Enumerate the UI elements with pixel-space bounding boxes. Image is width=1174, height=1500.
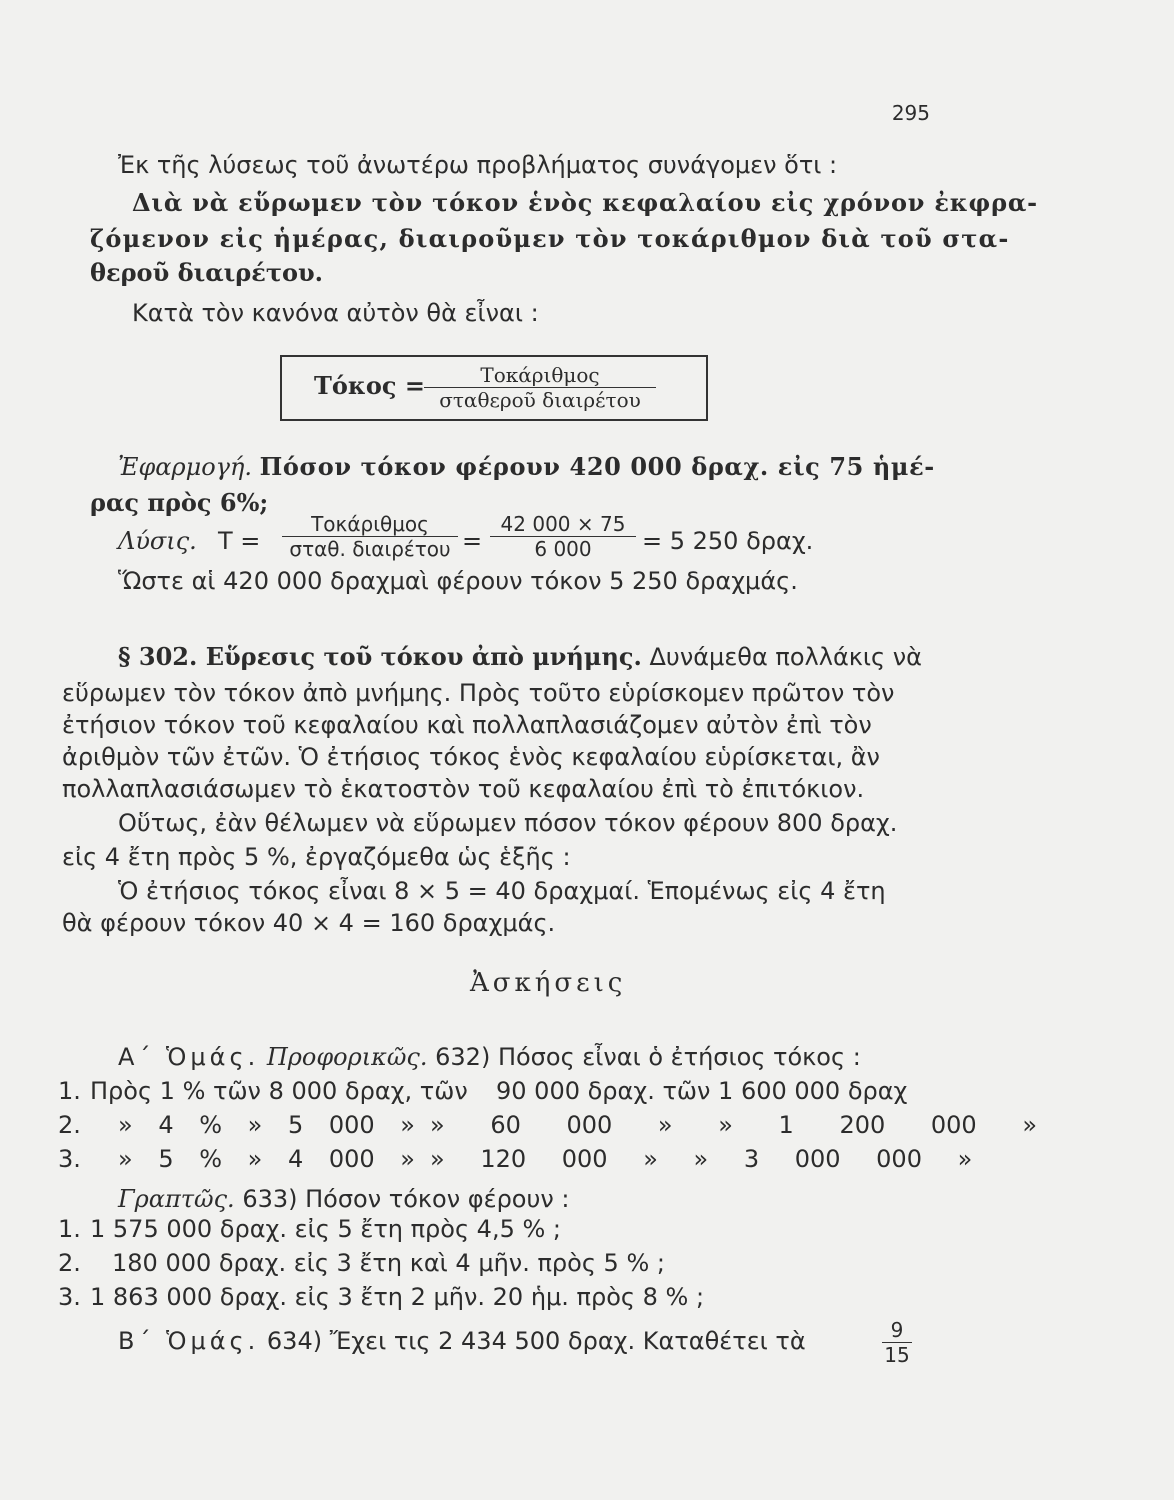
written-row-2-text: 180 000 δραχ. εἰς 3 ἔτη καὶ 4 μῆν. πρὸς 5 % ; (112, 1249, 665, 1277)
written-row-1-number: 1. (58, 1215, 81, 1243)
section-heading: § 302. Εὕρεσις τοῦ τόκου ἀπὸ μνήμης. (118, 642, 642, 671)
solution-result: = 5 250 δραχ. (642, 527, 814, 555)
group-b-label: Β΄ Ὁμάς. (118, 1327, 260, 1355)
group-a-problem: 632) Πόσος εἶναι ὁ ἐτήσιος τόκος : (435, 1043, 861, 1071)
group-b-frac-num: 9 (890, 1318, 904, 1342)
rule-line-3: θεροῦ διαιρέτου. (90, 258, 323, 287)
section-text-8: Ὁ ἐτήσιος τόκος εἶναι 8 × 5 = 40 δραχμαί. Ἑπομένως εἰς 4 ἔτη (118, 877, 886, 905)
row-1-left: Πρὸς 1 % τῶν 8 000 δραχ, τῶν (90, 1077, 468, 1105)
formula-lhs: Τόκος = (314, 371, 425, 400)
formula-denominator: σταθεροῦ διαιρέτου (424, 387, 656, 412)
written-row-1-text: 1 575 000 δραχ. εἰς 5 ἔτη πρὸς 4,5 % ; (90, 1215, 561, 1243)
solution-frac2-den: 6 000 (490, 536, 636, 561)
rule-line-2: ζόμενον εἰς ἡμέρας, διαιροῦμεν τὸν τοκάριθμον διὰ τοῦ στα- (90, 224, 1010, 253)
group-b-frac-den: 15 (882, 1342, 912, 1367)
group-a-label: Α΄ Ὁμάς. (118, 1043, 260, 1071)
solution-eq: = (462, 527, 483, 555)
solution-frac1-den: σταθ. διαιρέτου (282, 536, 458, 561)
solution-lhs: Τ = (218, 527, 261, 555)
solution-label: Λύσις. (118, 527, 197, 555)
row-3-right: » 120 000 » » 3 000 000 » (430, 1145, 973, 1173)
solution-frac1-num: Τοκάριθμος (311, 512, 429, 536)
solution-fraction-2 (490, 512, 636, 561)
rule-intro: Κατὰ τὸν κανόνα αὐτὸν θὰ εἶναι : (132, 299, 539, 327)
group-b-fraction (882, 1318, 912, 1367)
section-text-5: πολλαπλασιάσωμεν τὸ ἑκατοστὸν τοῦ κεφαλαίου ἐπὶ τὸ ἐπιτόκιον. (62, 775, 865, 803)
application-text-1: Πόσον τόκον φέρουν 420 000 δραχ. εἰς 75 ἡμέ- (259, 452, 935, 481)
section-302-line-1 (118, 642, 922, 672)
row-1-number: 1. (58, 1077, 81, 1105)
application-line-1 (118, 452, 935, 482)
page-number: 295 (891, 101, 930, 125)
written-problem: 633) Πόσον τόκον φέρουν : (242, 1185, 570, 1213)
section-text-4: ἀριθμὸν τῶν ἐτῶν. Ὁ ἐτήσιος τόκος ἑνὸς κεφαλαίου εὑρίσκεται, ἂν (62, 743, 880, 771)
section-text-7: εἰς 4 ἔτη πρὸς 5 %, ἐργαζόμεθα ὡς ἑξῆς : (62, 843, 571, 871)
group-a-sublabel: Προφορικῶς. (266, 1043, 428, 1071)
written-row-3-text: 1 863 000 δραχ. εἰς 3 ἔτη 2 μῆν. 20 ἡμ. πρὸς 8 % ; (90, 1283, 705, 1311)
written-label: Γραπτῶς. (118, 1185, 235, 1213)
conclusion: Ὥστε αἱ 420 000 δραχμαὶ φέρουν τόκον 5 250 δραχμάς. (118, 567, 798, 595)
intro-sentence: Ἐκ τῆς λύσεως τοῦ ἀνωτέρω προβλήματος συνάγομεν ὅτι : (118, 151, 838, 179)
section-text-6: Οὕτως, ἐὰν θέλωμεν νὰ εὕρωμεν πόσον τόκον φέρουν 800 δραχ. (118, 809, 898, 837)
row-2-left: » 4 % » 5 000 » (118, 1111, 415, 1139)
application-text-2: ρας πρὸς 6%; (90, 488, 269, 517)
solution-frac2-num: 42 000 × 75 (500, 512, 626, 536)
group-b-problem: 634) Ἔχει τις 2 434 500 δραχ. Καταθέτει τὰ (266, 1327, 806, 1355)
section-text-3: ἐτήσιον τόκον τοῦ κεφαλαίου καὶ πολλαπλασιάζομεν αὐτὸν ἐπὶ τὸν (62, 711, 872, 739)
section-text-1: Δυνάμεθα πολλάκις νὰ (649, 643, 922, 671)
section-text-2: εὕρωμεν τὸν τόκον ἀπὸ μνήμης. Πρὸς τοῦτο εὑρίσκομεν πρῶτον τὸν (62, 679, 895, 707)
exercises-heading: Ἀσκήσεις (470, 968, 627, 998)
row-2-right: » 60 000 » » 1 200 000 » (430, 1111, 1037, 1139)
group-b-line (118, 1326, 806, 1356)
interest-formula-box (280, 355, 708, 421)
formula-numerator: Τοκάριθμος (480, 363, 600, 387)
application-label: Ἐφαρμογή. (118, 453, 252, 481)
row-3-left: » 5 % » 4 000 » (118, 1145, 415, 1173)
written-header (118, 1184, 570, 1214)
rule-line-1: Διὰ νὰ εὕρωμεν τὸν τόκον ἑνὸς κεφαλαίου εἰς χρόνον ἐκφρα- (132, 188, 1038, 217)
solution-fraction-1 (282, 512, 458, 561)
group-a-header (118, 1042, 861, 1072)
written-row-3-number: 3. (58, 1283, 81, 1311)
row-1-right: 90 000 δραχ. τῶν 1 600 000 δραχ (496, 1077, 908, 1105)
section-text-9: θὰ φέρουν τόκον 40 × 4 = 160 δραχμάς. (62, 909, 556, 937)
formula-fraction (424, 363, 656, 412)
row-3-number: 3. (58, 1145, 81, 1173)
row-2-number: 2. (58, 1111, 81, 1139)
written-row-2-number: 2. (58, 1249, 81, 1277)
